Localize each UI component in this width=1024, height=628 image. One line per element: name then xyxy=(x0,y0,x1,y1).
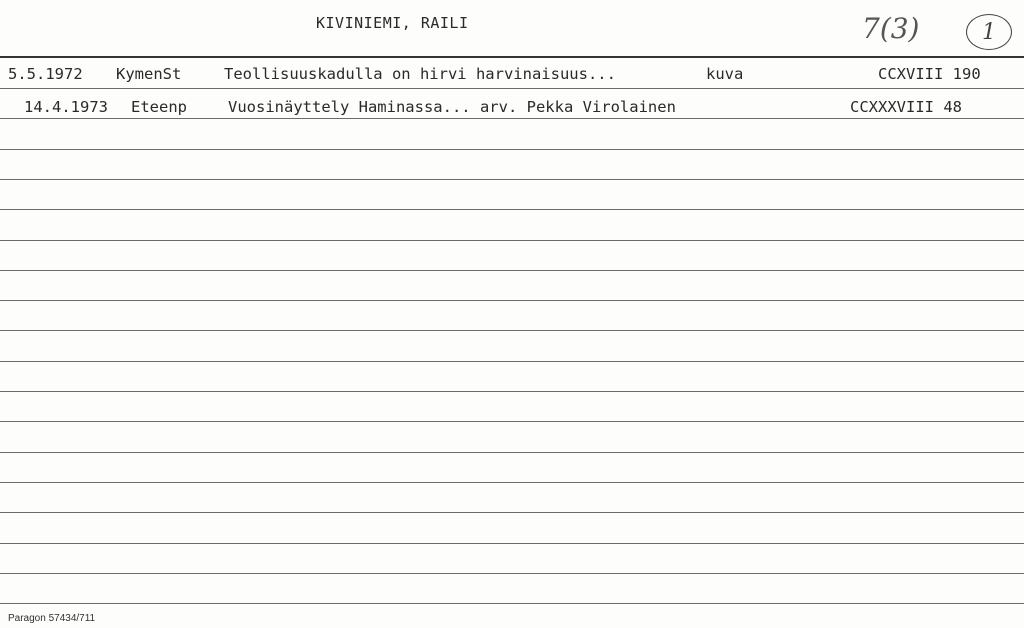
ruled-line xyxy=(0,573,1024,574)
entry-source: Eteenp xyxy=(131,98,187,116)
ruled-line xyxy=(0,149,1024,150)
ruled-line xyxy=(0,240,1024,241)
ruled-line xyxy=(0,391,1024,392)
entry-date: 14.4.1973 xyxy=(24,98,108,116)
entry-ref: CCXVIII 190 xyxy=(878,65,981,83)
ruled-line xyxy=(0,179,1024,180)
entry-text: Teollisuuskadulla on hirvi harvinaisuus... xyxy=(224,65,616,83)
ruled-line xyxy=(0,330,1024,331)
entry-date: 5.5.1972 xyxy=(8,65,83,83)
handwritten-reference: 7(3) xyxy=(862,12,920,45)
entry-text: Vuosinäyttely Haminassa... arv. Pekka Virolainen xyxy=(228,98,676,116)
header-rule xyxy=(0,56,1024,58)
ruled-line xyxy=(0,543,1024,544)
ruled-line xyxy=(0,512,1024,513)
ruled-line xyxy=(0,88,1024,89)
ruled-line xyxy=(0,482,1024,483)
ruled-line xyxy=(0,452,1024,453)
ruled-line xyxy=(0,603,1024,604)
ruled-line xyxy=(0,300,1024,301)
ruled-line xyxy=(0,270,1024,271)
handwritten-circled-number: 1 xyxy=(966,14,1012,50)
entry-ref: CCXXXVIII 48 xyxy=(850,98,962,116)
ruled-line xyxy=(0,421,1024,422)
entry-source: KymenSt xyxy=(116,65,182,83)
card-title: KIVINIEMI, RAILI xyxy=(316,14,469,32)
entry-note: kuva xyxy=(706,65,744,83)
ruled-line xyxy=(0,118,1024,119)
ruled-line xyxy=(0,361,1024,362)
card-footer: Paragon 57434/711 xyxy=(8,613,96,624)
ruled-line xyxy=(0,209,1024,210)
